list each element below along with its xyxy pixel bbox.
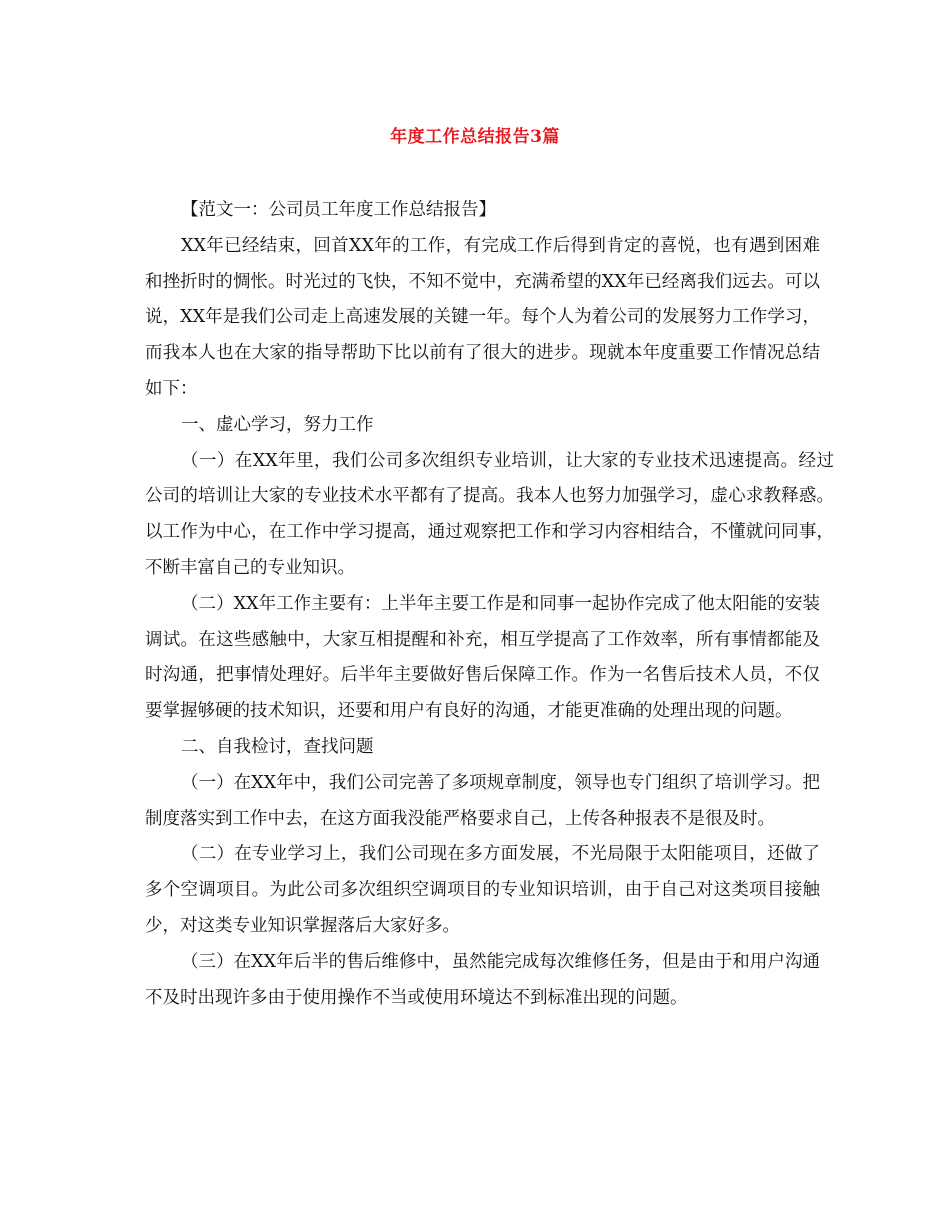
section-heading-sample-one: 【范文一：公司员工年度工作总结报告】 [181,200,496,220]
section-heading-self-review: 二、自我检讨，查找问题 [181,736,374,757]
section-heading-learning: 一、虚心学习，努力工作 [181,414,374,435]
document-title: 年度工作总结报告3篇 [390,127,560,147]
paragraph-learning-1: （一）在XX年里，我们公司多次组织专业培训，让大家的专业技术迅速提高。经过公司的培训让大家的专业技术水平都有了提高。我本人也努力加强学习，虚心求教释惑。以工作为中心，在工作中学习提高，通过观察把工作和学习内容相结合，不懂就问同事，不断丰富自己的专业知识。 [145,450,834,578]
paragraph-review-1: （一）在XX年中，我们公司完善了多项规章制度，领导也专门组织了培训学习。把制度落实到工作中去，在这方面我没能严格要求自己，上传各种报表不是很及时。 [145,772,820,829]
paragraph-review-3: （三）在XX年后半的售后维修中，虽然能完成每次维修任务，但是由于和用户沟通不及时出现许多由于使用操作不当或使用环境达不到标准出现的问题。 [145,951,820,1008]
paragraph-review-2: （二）在专业学习上，我们公司现在多方面发展，不光局限于太阳能项目，还做了多个空调项目。为此公司多次组织空调项目的专业知识培训，由于自己对这类项目接触少，对这类专业知识掌握落后大家好多。 [145,844,820,936]
document-body [145,193,834,1016]
paragraph-intro: XX年已经结束，回首XX年的工作，有完成工作后得到肯定的喜悦，也有遇到困难和挫折时的惆怅。时光过的飞快，不知不觉中，充满希望的XX年已经离我们远去。可以说，XX年是我们公司走上高速发展的关键一年。每个人为着公司的发展努力工作学习，而我本人也在大家的指导帮助下比以前有了很大的进步。现就本年度重要工作情况总结如下： [145,235,820,399]
paragraph-learning-2: （二）XX年工作主要有：上半年主要工作是和同事一起协作完成了他太阳能的安装调试。在这些感触中，大家互相提醒和补充，相互学提高了工作效率，所有事情都能及时沟通，把事情处理好。后半年主要做好售后保障工作。作为一名售后技术人员，不仅要掌握够硬的技术知识，还要和用户有良好的沟通，才能更准确的处理出现的问题。 [145,593,820,722]
